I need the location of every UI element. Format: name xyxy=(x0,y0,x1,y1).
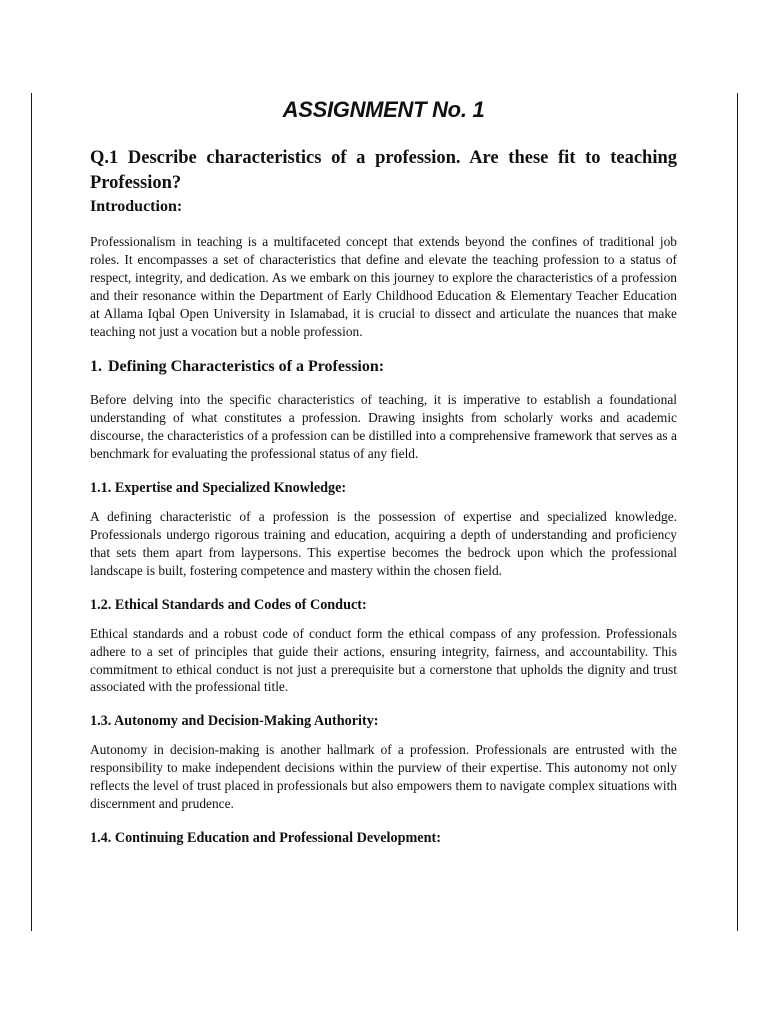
introduction-heading: Introduction: xyxy=(90,198,183,215)
introduction-paragraph: Professionalism in teaching is a multifaceted concept that extends beyond the confines of traditional job roles. It encompasses a set of characteristics that define and elevate the teaching profession to a status of respect, integrity, and dedication. As we embark on this journey to explore the characteristics of a profession and their resonance within the Department of Early Childhood Education & Elementary Teacher Education at Allama Iqbal Open University in Islamabad, it is crucial to dissect and articulate the nuances that make teaching not just a vocation but a noble profession. xyxy=(90,234,677,339)
subsection-1-3-heading: 1.3. Autonomy and Decision-Making Authority: xyxy=(90,713,379,730)
subsection-1-3-paragraph: Autonomy in decision-making is another hallmark of a profession. Professionals are entrusted with the responsibility to make independent decisions within the purview of their expertise. This autonomy not only reflects the level of trust placed in professionals but also empowers them to navigate complex situations with discernment and prudence. xyxy=(90,742,677,812)
subsection-1-1-heading: 1.1. Expertise and Specialized Knowledge: xyxy=(90,480,347,497)
section-1-heading xyxy=(90,357,677,377)
left-margin-line xyxy=(31,93,32,931)
subsection-1-2-heading: 1.2. Ethical Standards and Codes of Conduct: xyxy=(90,596,367,613)
subsection-1-1-paragraph: A defining characteristic of a profession is the possession of expertise and specialized knowledge. Professionals undergo rigorous training and education, acquiring a depth of understanding and proficiency that sets them apart from laypersons. This expertise becomes the bedrock upon which the professional landscape is built, fostering competence and mastery within the chosen field. xyxy=(90,509,677,578)
section-1-title: Defining Characteristics of a Profession: xyxy=(108,358,385,376)
right-margin-line xyxy=(737,93,738,931)
question-heading: Q.1 Describe characteristics of a profession. Are these fit to teaching Profession? xyxy=(90,148,677,193)
document-page xyxy=(90,96,677,858)
section-1-number: 1. xyxy=(90,358,102,376)
subsection-1-4-heading: 1.4. Continuing Education and Professional Development: xyxy=(90,829,441,846)
document-title: ASSIGNMENT No. 1 xyxy=(282,97,485,122)
section-1-paragraph: Before delving into the specific characteristics of teaching, it is imperative to establish a foundational understanding of what constitutes a profession. Drawing insights from scholarly works and academic discourse, the characteristics of a profession can be distilled into a comprehensive framework that serves as a benchmark for evaluating the professional status of any field. xyxy=(90,392,677,462)
subsection-1-2-paragraph: Ethical standards and a robust code of conduct form the ethical compass of any profession. Professionals adhere to a set of principles that guide their actions, ensuring integrity, fairness, and accountability. This commitment to ethical conduct is not just a prerequisite but a cornerstone that upholds the dignity and trust associated with the professional title. xyxy=(90,625,677,695)
